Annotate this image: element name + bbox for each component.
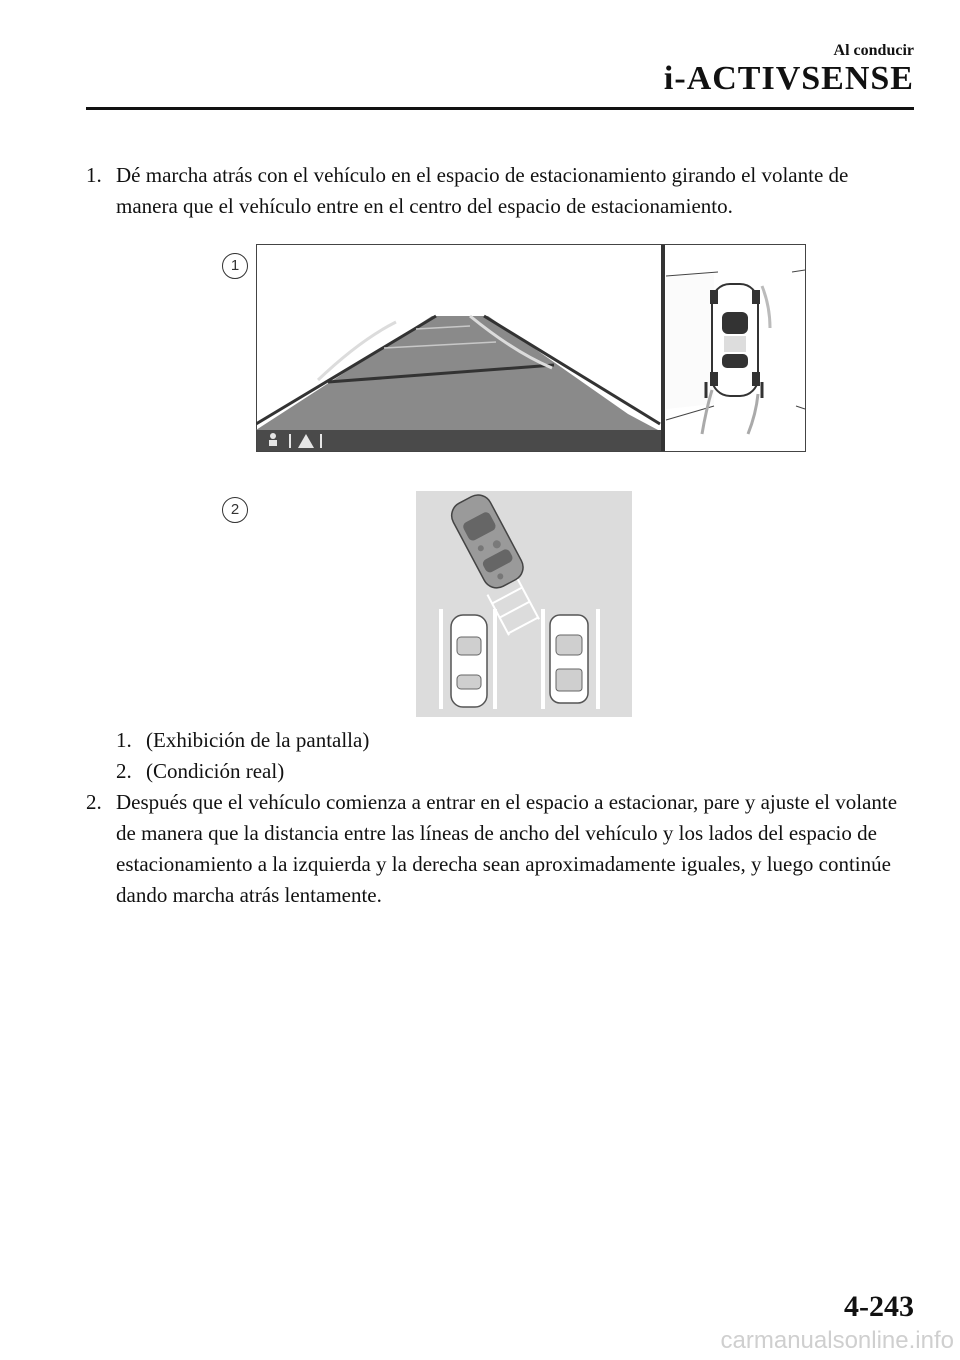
caption-text: (Exhibición de la pantalla)	[146, 728, 370, 752]
caption-text: (Condición real)	[146, 759, 285, 783]
step-1	[86, 160, 914, 222]
callout-2-icon: 2	[222, 497, 248, 523]
step-number: 1.	[86, 163, 102, 187]
caption-number: 1.	[116, 728, 132, 752]
step-2	[86, 787, 914, 911]
parking-line-1	[439, 609, 443, 709]
caption-1	[116, 725, 369, 756]
parking-line-4	[596, 609, 600, 709]
parking-line-3	[541, 609, 545, 709]
screen-display-figure	[256, 244, 806, 452]
screen-divider	[661, 245, 665, 451]
caption-number: 2.	[116, 759, 132, 783]
status-bar	[257, 430, 661, 451]
step-number: 2.	[86, 790, 102, 814]
parking-line-2	[493, 609, 497, 709]
step-text: Después que el vehículo comienza a entrar en el espacio a estacionar, pare y ajuste el volante de manera que la distancia entre las líneas de ancho del vehículo y los lados del espacio de estacionamiento a la izquierda y la derecha sean aproximadamente iguales, y luego continúe dando marcha atrás lentamente.	[116, 790, 898, 907]
parked-car-left-icon	[451, 615, 487, 707]
real-condition-figure	[416, 491, 632, 717]
header-rule	[86, 107, 914, 110]
header-title: i-ACTIVSENSE	[663, 60, 914, 97]
parked-car-right-icon	[550, 615, 588, 703]
page-number: 4-243	[844, 1290, 914, 1323]
car-top-view-icon	[710, 284, 760, 396]
header-section: Al conducir	[833, 42, 914, 59]
step-text: Dé marcha atrás con el vehículo en el espacio de estacionamiento girando el volante de manera que el vehículo entre en el centro del espacio de estacionamiento.	[116, 163, 849, 218]
callout-1-icon: 1	[222, 253, 248, 279]
watermark: carmanualsonline.info	[720, 1327, 954, 1354]
caption-2	[116, 756, 284, 787]
